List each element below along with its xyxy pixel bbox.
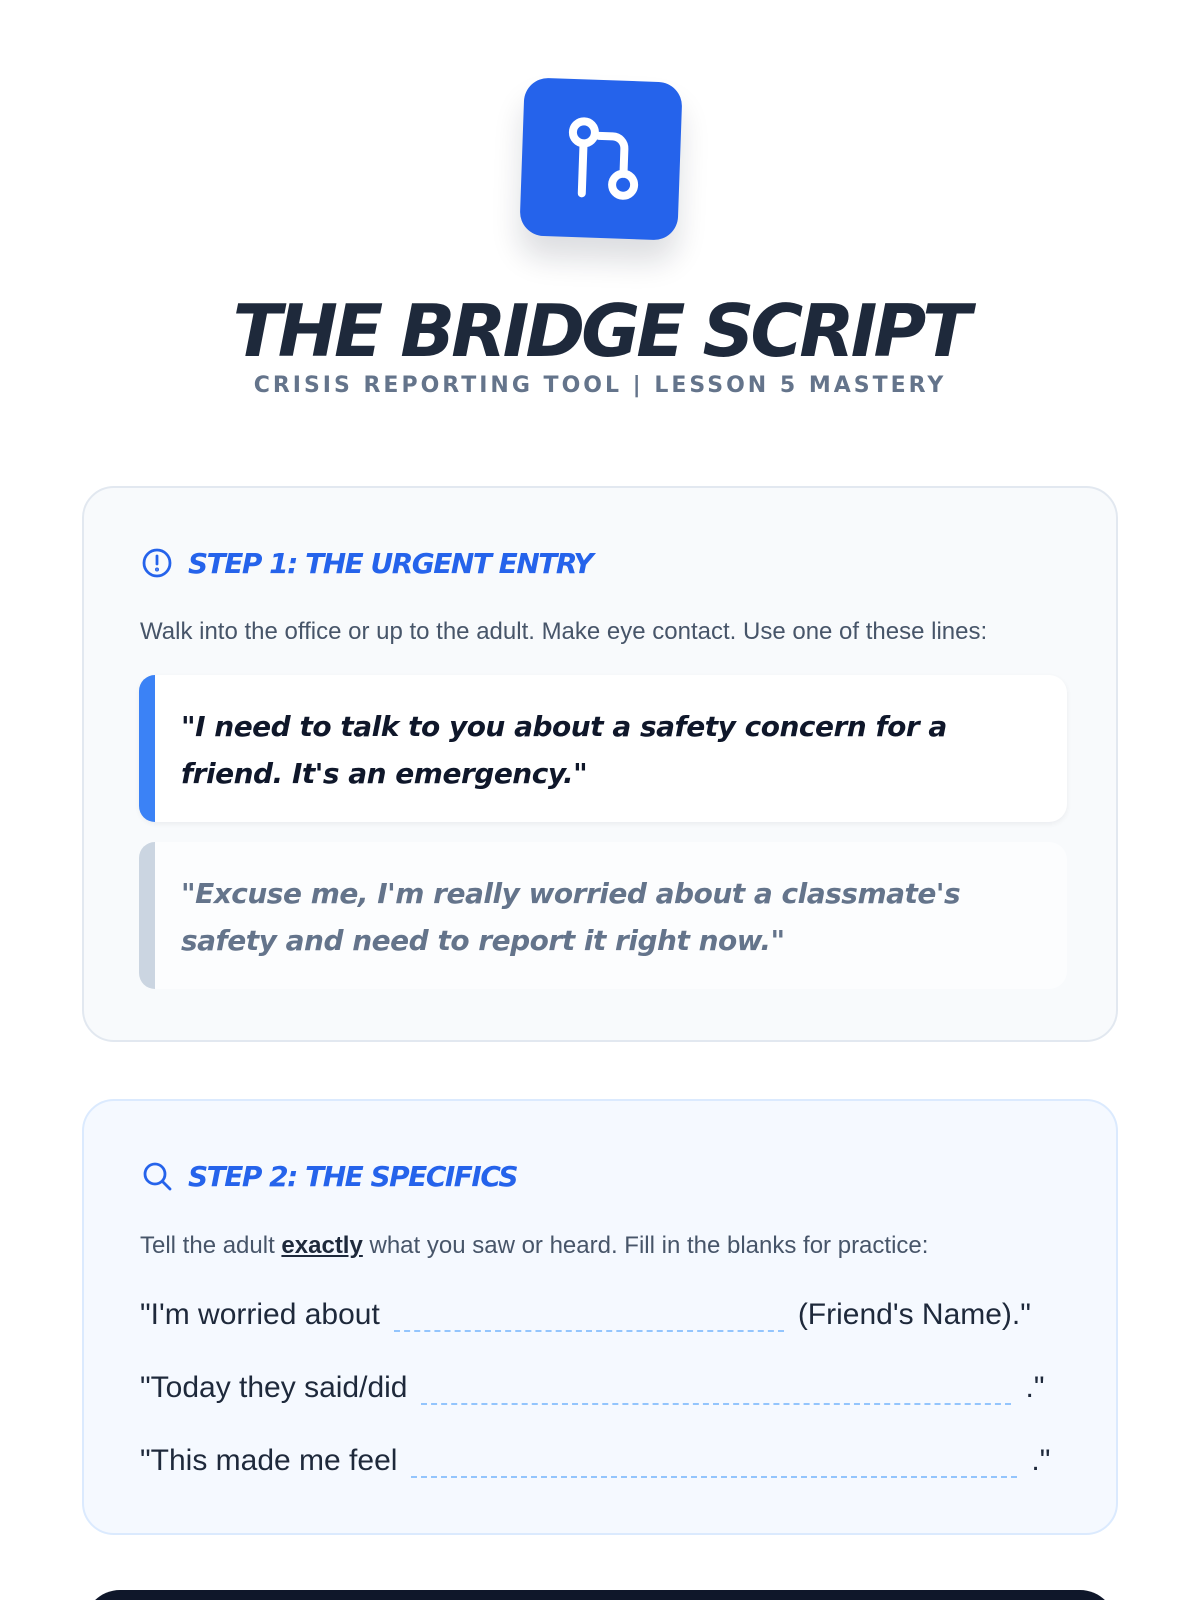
step-1-header xyxy=(140,546,592,580)
instructions-text: what you saw or heard. Fill in the blanks for practice: xyxy=(362,1232,929,1259)
blank-line-feeling xyxy=(140,1444,1064,1478)
step-1-title: STEP 1: THE URGENT ENTRY xyxy=(188,546,593,580)
instructions-emphasis: exactly xyxy=(281,1232,363,1259)
instructions-text: Tell the adult xyxy=(140,1232,282,1259)
blank-suffix: (Friend's Name)." xyxy=(797,1298,1031,1331)
step-1-instructions: Walk into the office or up to the adult. Make eye contact. Use one of these lines: xyxy=(140,618,988,645)
step-2-header xyxy=(140,1159,517,1193)
app-logo xyxy=(519,77,682,240)
step-2-title: STEP 2: THE SPECIFICS xyxy=(188,1159,518,1193)
git-pull-request-icon xyxy=(554,112,647,205)
blank-prefix: "I'm worried about xyxy=(140,1298,380,1331)
blank-prefix: "This made me feel xyxy=(140,1444,398,1477)
page-subtitle: CRISIS REPORTING TOOL | LESSON 5 MASTERY xyxy=(253,373,947,398)
blank-suffix: ." xyxy=(1025,1371,1045,1404)
page-title: THE BRIDGE SCRIPT xyxy=(232,289,968,373)
alert-circle-icon xyxy=(140,546,174,580)
blank-prefix: "Today they said/did xyxy=(140,1371,408,1404)
step-2-instructions xyxy=(140,1232,928,1260)
blank-line-friend-name xyxy=(140,1298,1064,1332)
blank-line-said-did xyxy=(140,1371,1064,1405)
step-1-card xyxy=(82,486,1118,1042)
script-quote-alternate: "Excuse me, I'm really worried about a classmate's safety and need to report it right now." xyxy=(139,842,1067,989)
script-quote-primary: "I need to talk to you about a safety concern for a friend. It's an emergency." xyxy=(139,675,1067,822)
feeling-blank[interactable] xyxy=(411,1446,1017,1478)
blank-suffix: ." xyxy=(1031,1444,1051,1477)
next-section-card xyxy=(84,1590,1116,1600)
said-did-blank[interactable] xyxy=(421,1373,1011,1405)
search-icon xyxy=(140,1159,174,1193)
step-2-card xyxy=(82,1099,1118,1535)
friend-name-blank[interactable] xyxy=(394,1300,784,1332)
